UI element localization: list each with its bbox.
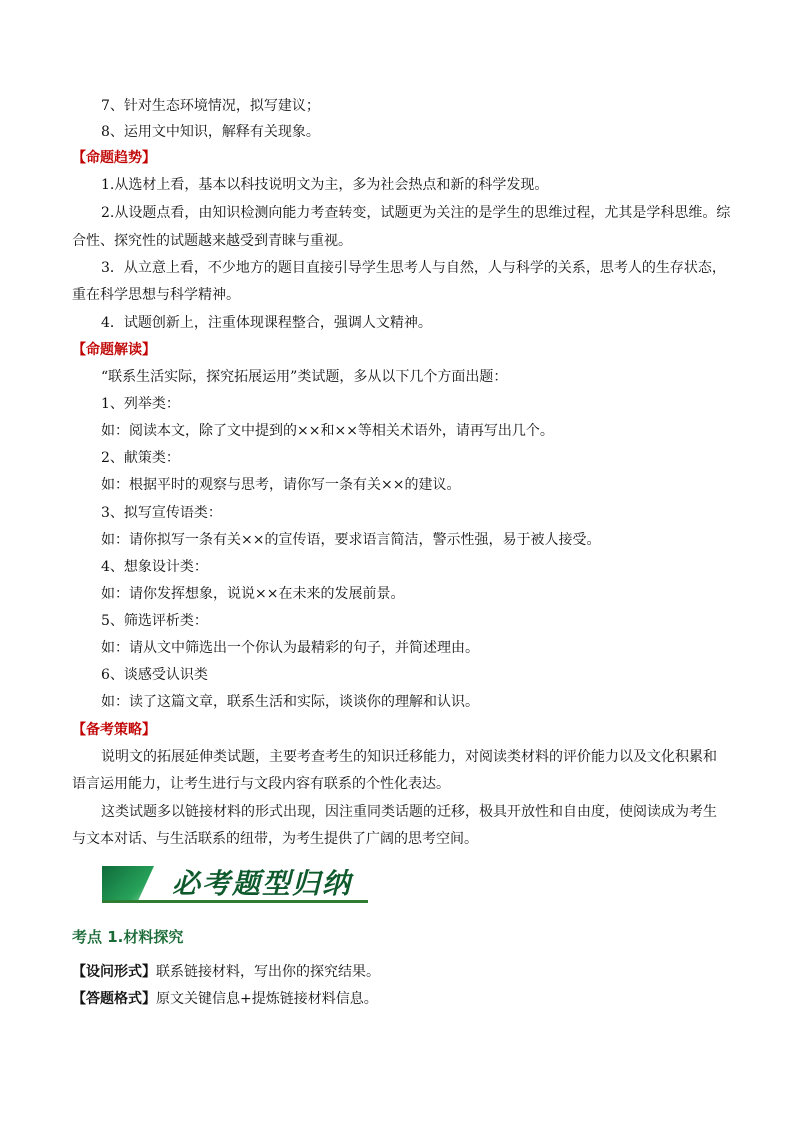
question-format-label: 【设问形式】 [72, 964, 156, 980]
answer-format-label: 【答题格式】 [72, 991, 156, 1007]
list-item-example: 如：读了这篇文章，联系生活和实际，谈谈你的理解和认识。 [101, 694, 479, 710]
list-item-title: 4、想象设计类： [101, 559, 208, 575]
heading-trend: 【命题趋势】 [72, 150, 156, 166]
question-format [72, 962, 732, 982]
answer-format-text: 原文关键信息+提炼链接材料信息。 [156, 991, 378, 1007]
answer-format [72, 989, 732, 1009]
kaodian-title: 考点 1.材料探究 [72, 928, 184, 946]
paragraph: 语言运用能力，让考生进行与文段内容有联系的个性化表达。 [72, 776, 450, 792]
list-item-example: 如：请你发挥想象，说说××在未来的发展前景。 [101, 586, 405, 602]
section-banner [102, 866, 368, 904]
list-item: 7、针对生态环境情况，拟写建议； [101, 98, 320, 114]
list-item-example: 如：阅读本文，除了文中提到的××和××等相关术语外，请再写出几个。 [101, 423, 554, 439]
list-item-example: 如：请你拟写一条有关××的宣传语，要求语言简洁，警示性强，易于被人接受。 [101, 532, 601, 548]
list-item-title: 1、列举类： [101, 396, 180, 412]
list-item-example: 如：根据平时的观察与思考，请你写一条有关××的建议。 [101, 477, 461, 493]
paragraph: 合性、探究性的试题越来越受到青睐与重视。 [72, 233, 352, 249]
list-item-title: 5、筛选评析类： [101, 613, 208, 629]
banner-title: 必考题型归纳 [172, 867, 353, 900]
paragraph: 说明文的拓展延伸类试题，主要考查考生的知识迁移能力，对阅读类材料的评价能力以及文化积累和 [101, 749, 717, 765]
paragraph: 2.从设题点看，由知识检测向能力考查转变，试题更为关注的是学生的思维过程，尤其是学科思维。综 [101, 205, 731, 221]
paragraph: “联系生活实际，探究拓展运用”类试题，多从以下几个方面出题： [101, 369, 508, 385]
paragraph: 这类试题多以链接材料的形式出现，因注重同类话题的迁移，极具开放性和自由度，使阅读成为考生 [101, 804, 717, 820]
paragraph: 与文本对话、与生活联系的纽带，为考生提供了广阔的思考空间。 [72, 831, 478, 847]
list-item-example: 如：请从文中筛选出一个你认为最精彩的句子，并简述理由。 [101, 640, 479, 656]
heading-interpret: 【命题解读】 [72, 342, 156, 358]
paragraph: 1.从选材上看，基本以科技说明文为主，多为社会热点和新的科学发现。 [101, 177, 549, 193]
list-item: 8、运用文中知识，解释有关现象。 [101, 124, 320, 140]
list-item-title: 3、拟写宣传语类： [101, 505, 222, 521]
paragraph: 重在科学思想与科学精神。 [72, 287, 240, 303]
list-item-title: 6、谈感受认识类 [101, 667, 208, 683]
paragraph: 3．从立意上看，不少地方的题目直接引导学生思考人与自然，人与科学的关系，思考人的生存状态， [101, 260, 726, 276]
question-format-text: 联系链接材料，写出你的探究结果。 [156, 964, 380, 980]
list-item-title: 2、献策类： [101, 450, 180, 466]
paragraph: 4．试题创新上，注重体现课程整合，强调人文精神。 [101, 315, 432, 331]
heading-strategy: 【备考策略】 [72, 722, 156, 738]
